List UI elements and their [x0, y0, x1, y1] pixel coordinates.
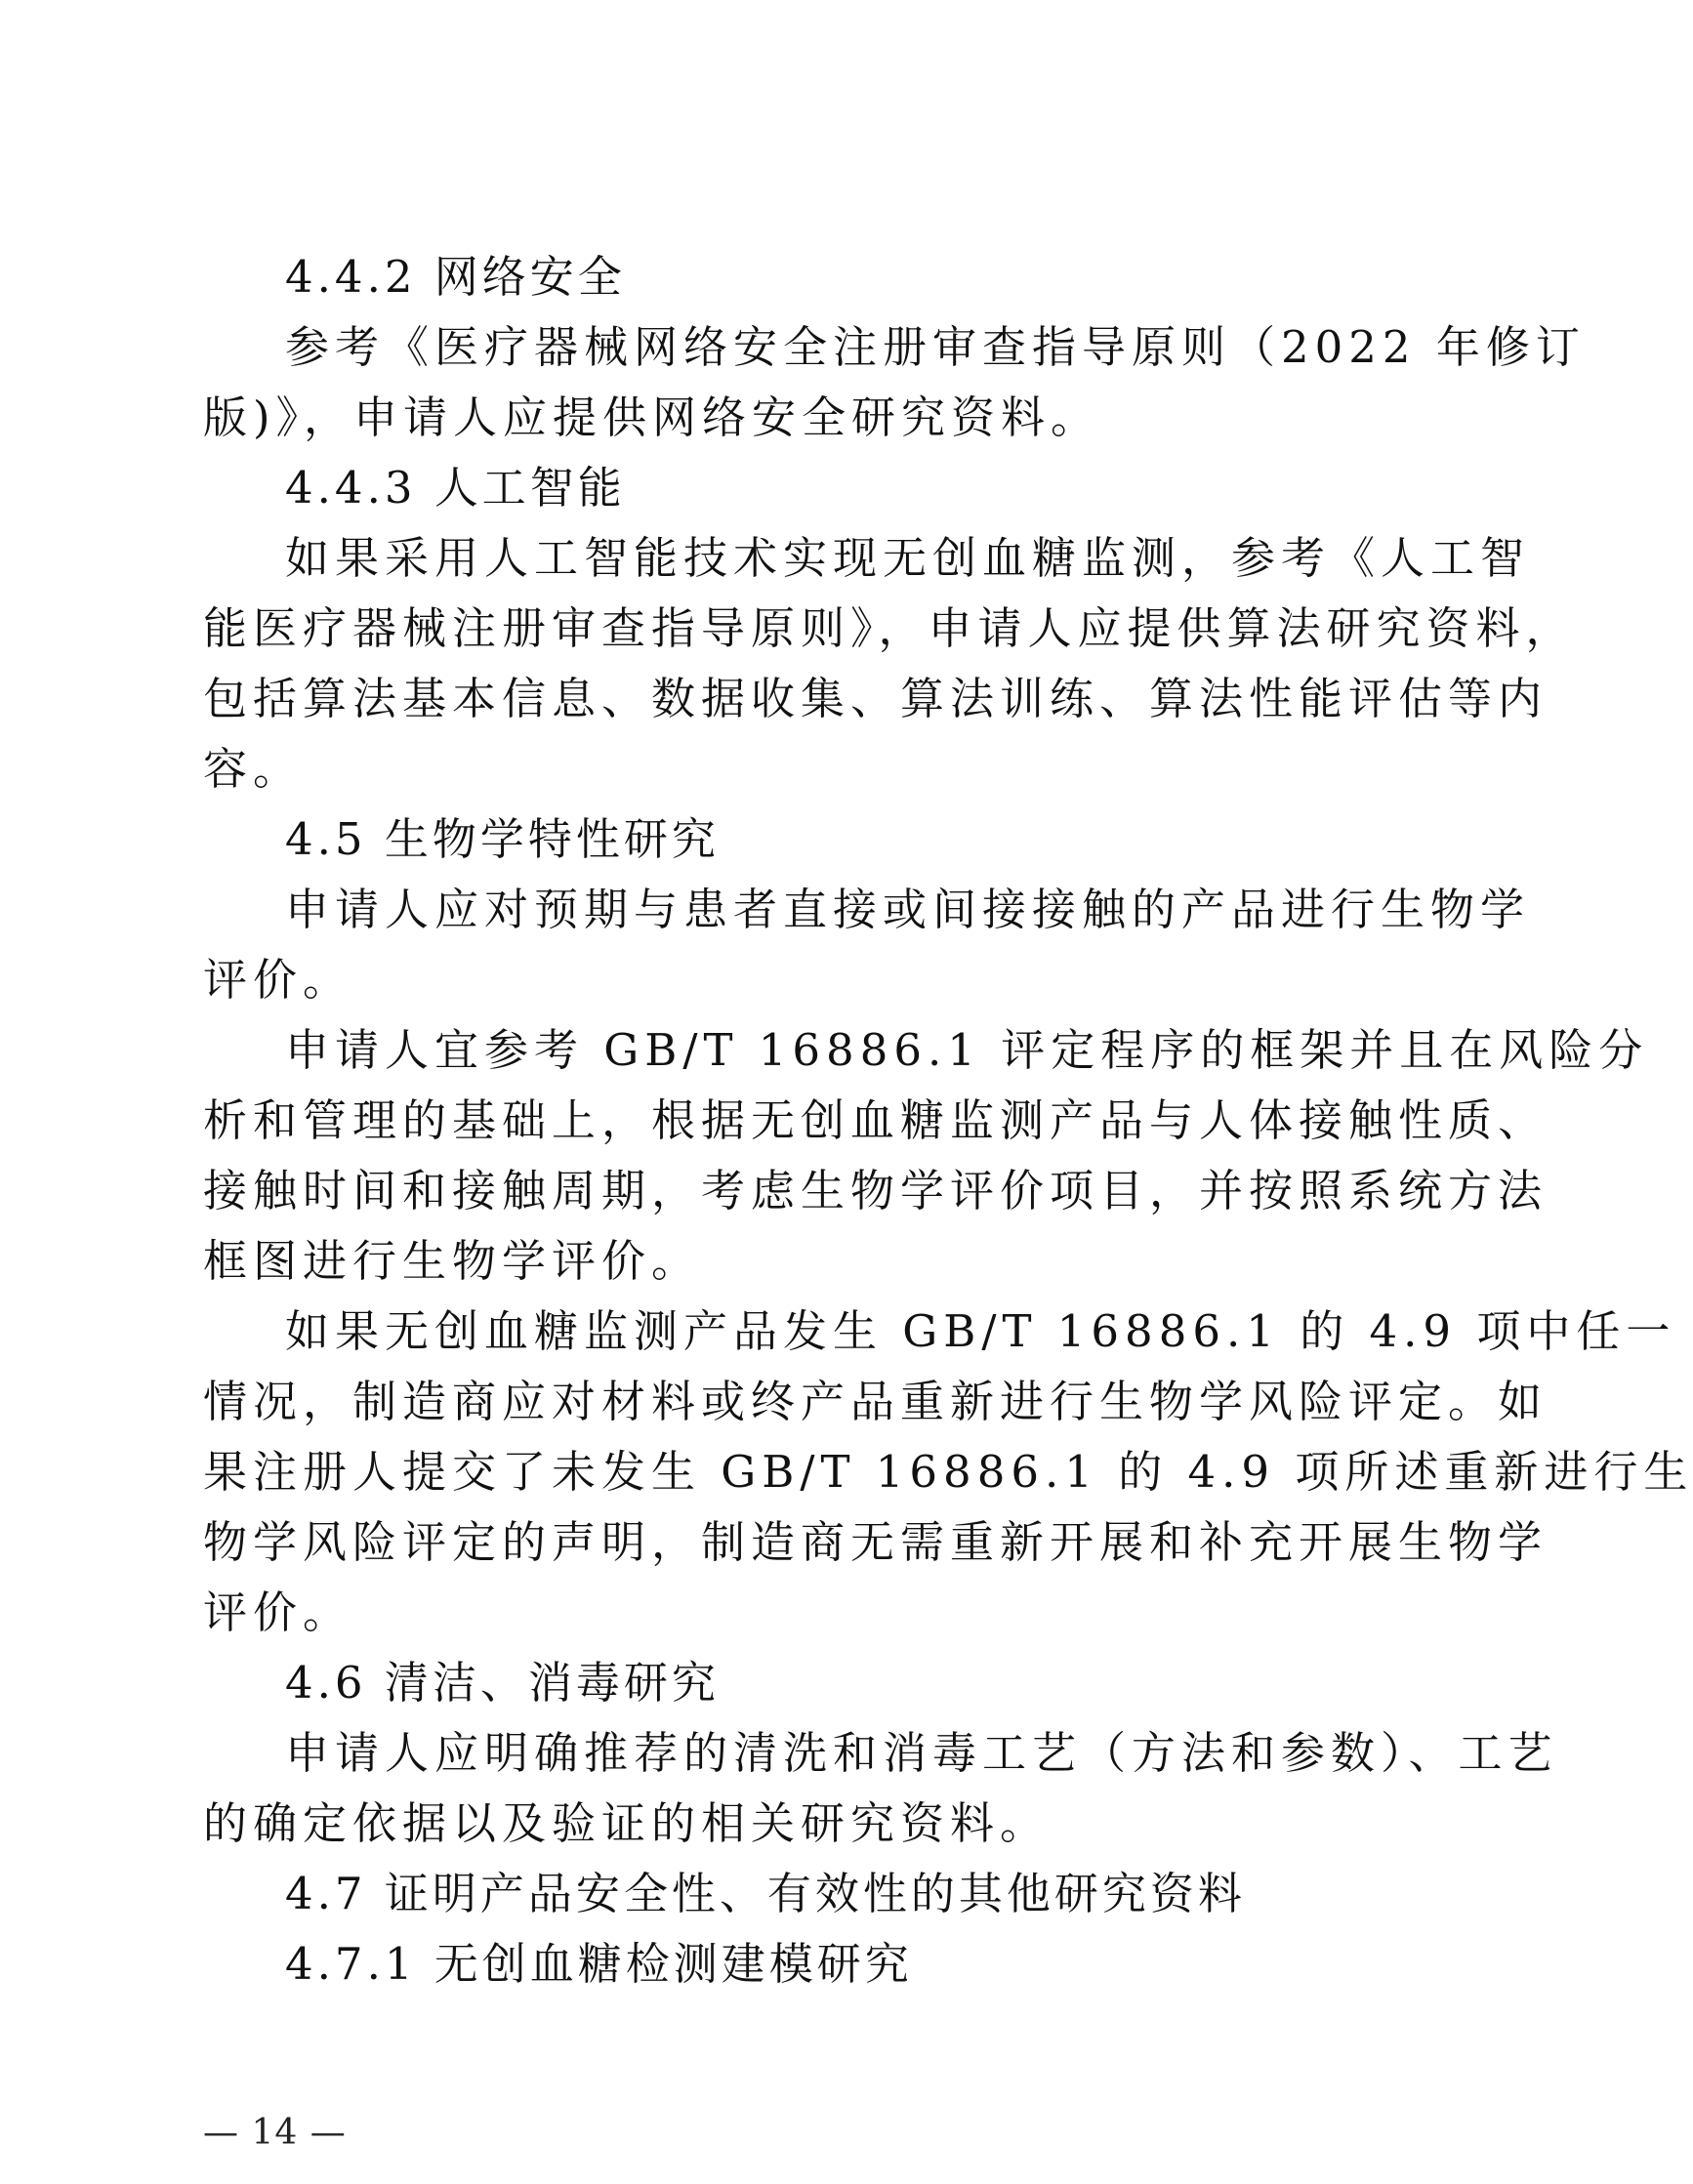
paragraph-line: 如果无创血糖监测产品发生 GB/T 16886.1 的 4.9 项中任一: [285, 1305, 1676, 1357]
paragraph-line: 的确定依据以及验证的相关研究资料。: [203, 1797, 1051, 1849]
section-heading-4-5: 4.5 生物学特性研究: [285, 813, 720, 865]
page-number: — 14 —: [203, 2113, 347, 2153]
paragraph-line: 版)》，申请人应提供网络安全研究资料。: [203, 391, 1101, 443]
section-heading-4-7-1: 4.7.1 无创血糖检测建模研究: [285, 1938, 913, 1990]
paragraph-line: 果注册人提交了未发生 GB/T 16886.1 的 4.9 项所述重新进行生: [203, 1446, 1693, 1498]
paragraph-line: 申请人应明确推荐的清洗和消毒工艺（方法和参数）、工艺: [285, 1727, 1558, 1779]
paragraph-line: 评价。: [203, 954, 353, 1006]
paragraph-line: 物学风险评定的声明，制造商无需重新开展和补充开展生物学: [203, 1516, 1548, 1568]
paragraph-line: 如果采用人工智能技术实现无创血糖监测，参考《人工智: [285, 532, 1531, 584]
paragraph-line: 申请人宜参考 GB/T 16886.1 评定程序的框架并且在风险分: [285, 1024, 1649, 1076]
section-heading-4-4-2: 4.4.2 网络安全: [285, 251, 626, 303]
paragraph-line: 参考《医疗器械网络安全注册审查指导原则（2022 年修订: [285, 321, 1586, 373]
paragraph-line: 包括算法基本信息、数据收集、算法训练、算法性能评估等内: [203, 673, 1548, 724]
paragraph-line: 能医疗器械注册审查指导原则》，申请人应提供算法研究资料，: [203, 602, 1576, 654]
section-heading-4-4-3: 4.4.3 人工智能: [285, 462, 626, 514]
paragraph-line: 容。: [203, 743, 304, 795]
section-heading-4-6: 4.6 清洁、消毒研究: [285, 1657, 720, 1709]
paragraph-line: 析和管理的基础上，根据无创血糖监测产品与人体接触性质、: [203, 1094, 1548, 1146]
section-heading-4-7: 4.7 证明产品安全性、有效性的其他研究资料: [285, 1868, 1246, 1919]
paragraph-line: 接触时间和接触周期，考虑生物学评价项目，并按照系统方法: [203, 1165, 1548, 1216]
paragraph-line: 评价。: [203, 1586, 353, 1638]
paragraph-line: 申请人应对预期与患者直接或间接接触的产品进行生物学: [285, 884, 1531, 935]
paragraph-line: 情况，制造商应对材料或终产品重新进行生物学风险评定。如: [203, 1376, 1548, 1427]
paragraph-line: 框图进行生物学评价。: [203, 1235, 702, 1287]
